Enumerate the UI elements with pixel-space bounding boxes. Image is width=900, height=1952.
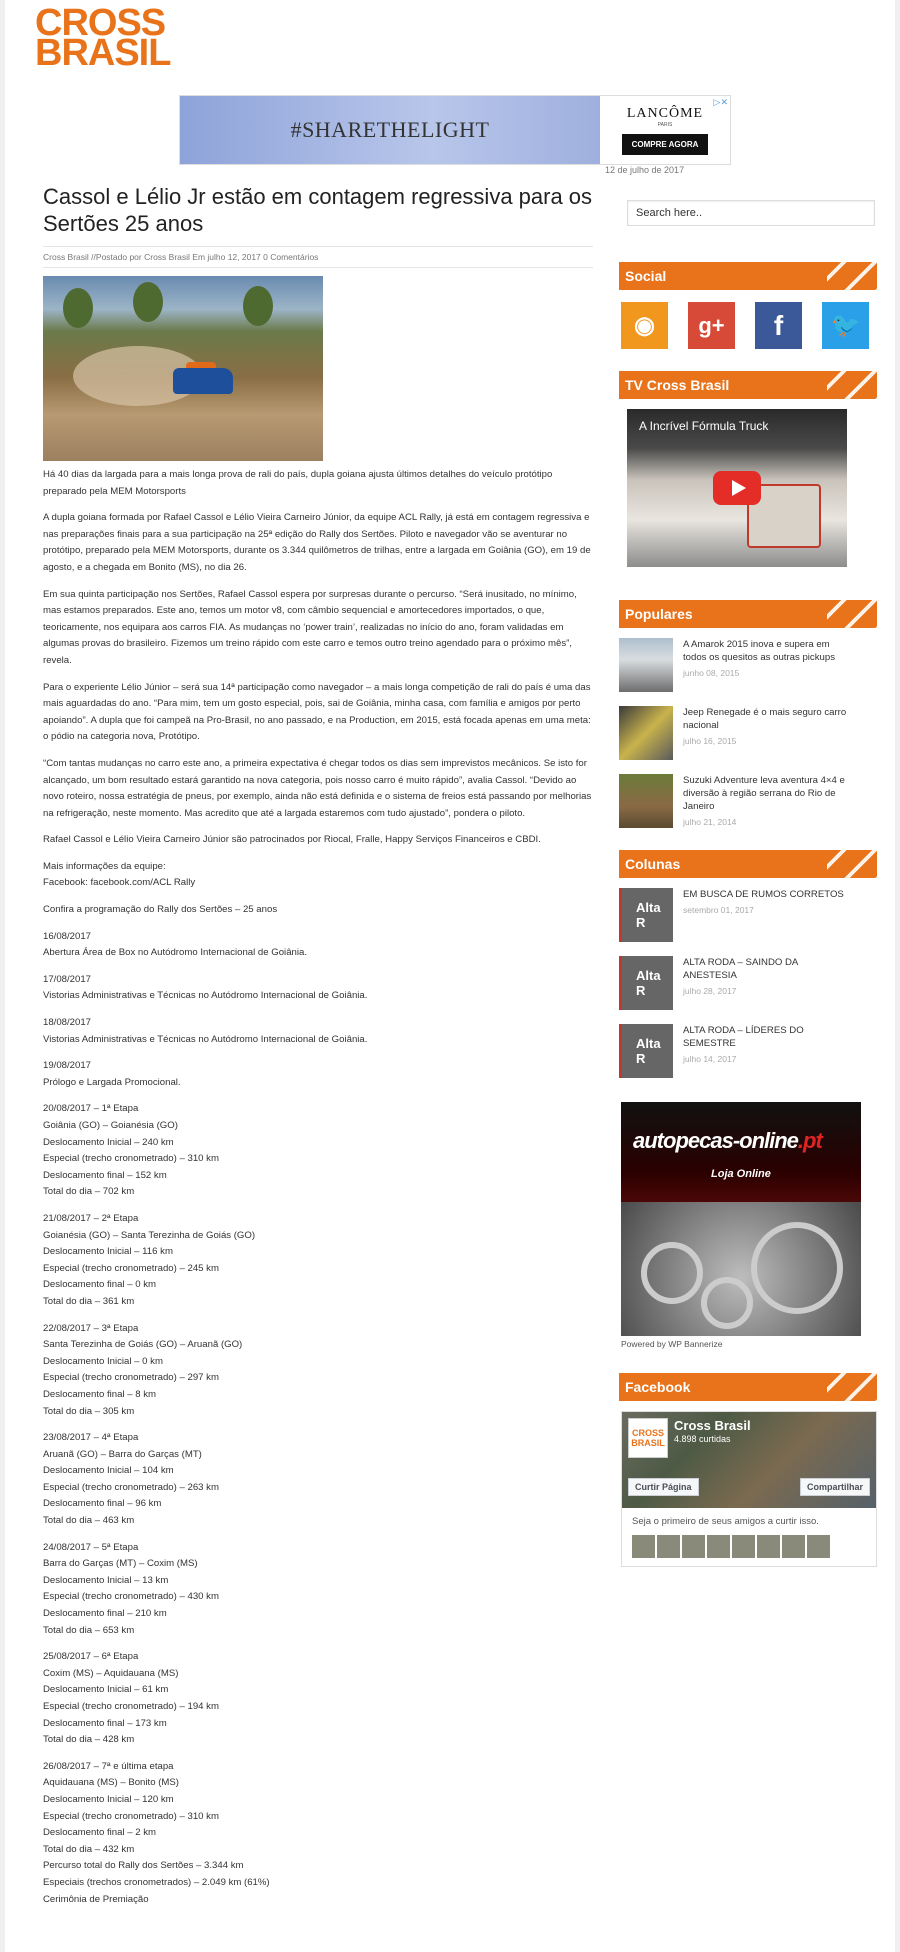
schedule-line: Total do dia – 463 km xyxy=(43,1515,135,1527)
schedule-line: Cerimônia de Premiação xyxy=(43,1893,149,1905)
schedule-block xyxy=(43,972,593,1005)
schedule-date: 22/08/2017 – 3ª Etapa xyxy=(43,1322,139,1334)
widget-title-popular xyxy=(619,600,877,628)
schedule-line: Vistorias Administrativas e Técnicas no Autódromo Internacional de Goiânia. xyxy=(43,1033,368,1045)
post-title[interactable]: ALTA RODA – LÍDERES DO SEMESTRE xyxy=(683,1025,804,1049)
schedule-date: 16/08/2017 xyxy=(43,930,92,942)
hero-tree xyxy=(63,288,93,328)
schedule-line: Total do dia – 653 km xyxy=(43,1624,135,1636)
columns-list xyxy=(619,878,877,1082)
schedule-line: Aruanã (GO) – Barra do Garças (MT) xyxy=(43,1448,202,1460)
facebook-share-button[interactable]: Compartilhar xyxy=(800,1478,870,1496)
schedule-date: 23/08/2017 – 4ª Etapa xyxy=(43,1432,139,1444)
schedule-line: Especial (trecho cronometrado) – 297 km xyxy=(43,1372,219,1384)
title-stripe xyxy=(827,850,877,878)
schedule-line: Total do dia – 361 km xyxy=(43,1295,135,1307)
article-paragraph: Para o experiente Lélio Júnior – será sua 14ª participação como navegador – a mais longa competição de rali do país é uma das mais aguardadas do ano. “Para mim, tem um gosto especial, pois, sai de Goiânia, minha casa, com família e amigos por perto apoiando”. A dupla que foi campeã na Pro-Brasil, no ano passado, e na Production, em 2015, está focada apenas em uma meta: o pódio na categoria nova, Protótipo. xyxy=(43,681,591,743)
schedule-date: 25/08/2017 – 6ª Etapa xyxy=(43,1651,139,1663)
title-stripe xyxy=(827,1373,877,1401)
post-title[interactable]: Jeep Renegade é o mais seguro carro nacional xyxy=(683,707,847,731)
schedule-date: 18/08/2017 xyxy=(43,1017,92,1029)
gear-icon xyxy=(641,1242,703,1304)
post-date: julho 14, 2017 xyxy=(683,1054,737,1064)
schedule-line: Especial (trecho cronometrado) – 194 km xyxy=(43,1701,219,1712)
schedule-line: Total do dia – 428 km xyxy=(43,1734,135,1746)
ad-tagline: Loja Online xyxy=(711,1168,771,1180)
schedule-line: Deslocamento Inicial – 0 km xyxy=(43,1355,163,1367)
avatar[interactable] xyxy=(632,1535,655,1558)
facebook-page-widget xyxy=(621,1411,877,1567)
facebook-cover[interactable] xyxy=(622,1412,876,1508)
post-title[interactable]: A Amarok 2015 inova e supera em todos os quesitos as outras pickups xyxy=(683,639,835,663)
schedule-line: Deslocamento Inicial – 104 km xyxy=(43,1465,174,1477)
article-paragraph: Há 40 dias da largada para a mais longa prova de rali do país, dupla goiana ajusta últimos detalhes do veículo protótipo preparado pela MEM Motorsports xyxy=(43,469,553,497)
schedule-line: Total do dia – 702 km xyxy=(43,1186,135,1198)
post-date: setembro 01, 2017 xyxy=(683,905,754,915)
post-title[interactable]: Suzuki Adventure leva aventura 4×4 e diversão à região serrana do Rio de Janeiro xyxy=(683,775,845,812)
hero-tree xyxy=(133,282,163,322)
schedule-line: Especiais (trechos cronometrados) – 2.049 km (61%) xyxy=(43,1876,270,1888)
schedule-line: Goiânia (GO) – Goianésia (GO) xyxy=(43,1120,178,1131)
video-title[interactable]: A Incrível Fórmula Truck xyxy=(639,419,769,433)
post-date: junho 08, 2015 xyxy=(683,668,740,678)
widget-title-text: Facebook xyxy=(625,1379,691,1395)
list-item[interactable] xyxy=(619,774,877,832)
title-stripe xyxy=(827,262,877,290)
popular-list xyxy=(619,628,877,832)
article xyxy=(43,180,593,1918)
ad-brand-panel xyxy=(600,96,730,164)
powered-by[interactable]: Powered by WP Bannerize xyxy=(621,1339,723,1349)
social-buttons xyxy=(619,290,877,349)
post-thumbnail[interactable] xyxy=(619,774,673,828)
schedule-line: Deslocamento Inicial – 116 km xyxy=(43,1246,173,1258)
article-paragraph: Em sua quinta participação nos Sertões, Rafael Cassol espera por surpresas durante o percurso. “Será inusitado, no mínimo, mas estamos preparados. Este ano, temos um motor v8, com câmbio sequencial e amortecedores importados, o que, teoricamente, nos equipara aos carros FIA. As mudanças no ‘power train’, realizadas no início do ano, foram validadas em algumas provas do brasileiro. Fizemos um treino rápido com este carro e temos outro treino agendado para o próximo mês”, revela. xyxy=(43,588,577,666)
schedule-line: Percurso total do Rally dos Sertões – 3.344 km xyxy=(43,1860,244,1872)
facebook-page-name[interactable]: Cross Brasil xyxy=(674,1418,751,1433)
schedule-block xyxy=(43,1321,593,1421)
info-label: Mais informações da equipe: xyxy=(43,860,166,872)
video-player[interactable] xyxy=(627,409,847,567)
article-paragraph: A dupla goiana formada por Rafael Cassol e Lélio Vieira Carneiro Júnior, da equipe ACL Rally, já está em contagem regressiva e nas preparações finais para a sua participação na 25ª edição do Rally dos Sertões. Piloto e navegador vão se aventurar no protótipo, preparado pela MEM Motorsports, durante os 3.344 quilômetros de trilhas, entre a largada em Goiânia (GO), em 19 de agosto, e a chegada em Bonito (MS), no dia 26. xyxy=(43,512,591,573)
search-input[interactable]: Search here.. xyxy=(627,200,875,226)
ad-choices-icon[interactable]: ▷✕ xyxy=(713,97,728,107)
schedule-line: Abertura Área de Box no Autódromo Internacional de Goiânia. xyxy=(43,947,307,959)
schedule-date: 21/08/2017 – 2ª Etapa xyxy=(43,1212,139,1224)
schedule-block xyxy=(43,1211,593,1311)
post-thumbnail[interactable] xyxy=(619,638,673,692)
schedule-line: Deslocamento Inicial – 61 km xyxy=(43,1684,169,1696)
list-item[interactable] xyxy=(619,638,877,696)
schedule-line: Deslocamento final – 152 km xyxy=(43,1169,167,1181)
schedule-block xyxy=(43,1540,593,1640)
schedule xyxy=(43,929,593,1908)
title-stripe xyxy=(827,600,877,628)
schedule-line: Prólogo e Largada Promocional. xyxy=(43,1076,181,1088)
schedule-line: Especial (trecho cronometrado) – 245 km xyxy=(43,1262,219,1274)
schedule-line: Deslocamento final – 8 km xyxy=(43,1388,157,1400)
ad-brand-part: autopecas-online xyxy=(633,1128,798,1153)
widget-title-text: Social xyxy=(625,268,667,284)
article-body xyxy=(43,467,593,1908)
widget-title-facebook xyxy=(619,1373,877,1401)
logo-line-2: BRASIL xyxy=(35,32,171,74)
widget-title-columns xyxy=(619,850,877,878)
column-thumbnail[interactable]: Alta R xyxy=(619,1024,673,1078)
schedule-line: Vistorias Administrativas e Técnicas no Autódromo Internacional de Goiânia. xyxy=(43,990,368,1002)
widget-title-tv xyxy=(619,371,877,399)
avatar[interactable] xyxy=(757,1535,780,1558)
hero-tree xyxy=(243,286,273,326)
ad-brand-name xyxy=(633,1128,822,1154)
hero-rally-car xyxy=(173,368,233,394)
logo-line-1: CROSS xyxy=(35,2,166,44)
widget-title-text: Colunas xyxy=(625,856,681,872)
autopecas-ad[interactable] xyxy=(621,1102,861,1336)
schedule-line: Goianésia (GO) – Santa Terezinha de Goiás (GO) xyxy=(43,1229,256,1241)
widget-title-text: Populares xyxy=(625,606,693,622)
avatar[interactable] xyxy=(657,1535,680,1558)
schedule-block xyxy=(43,1649,593,1749)
schedule-date: 19/08/2017 xyxy=(43,1060,92,1072)
title-stripe xyxy=(827,371,877,399)
schedule-date: 26/08/2017 – 7ª e última etapa xyxy=(43,1760,174,1772)
widget-title-text: TV Cross Brasil xyxy=(625,377,730,393)
schedule-block xyxy=(43,1101,593,1201)
avatar[interactable] xyxy=(732,1535,755,1558)
schedule-line: Total do dia – 432 km xyxy=(43,1843,135,1855)
ad-brand: LANCÔME xyxy=(626,105,704,121)
ad-cta-button[interactable]: COMPRE AGORA xyxy=(622,134,709,155)
article-hero-image xyxy=(43,276,323,461)
info-facebook: Facebook: facebook.com/ACL Rally xyxy=(43,877,196,889)
schedule-line: Deslocamento final – 2 km xyxy=(43,1827,157,1839)
schedule-date: 20/08/2017 – 1ª Etapa xyxy=(43,1103,139,1115)
schedule-line: Barra do Garças (MT) – Coxim (MS) xyxy=(43,1558,198,1570)
lancome-ad-banner[interactable] xyxy=(179,95,731,165)
schedule-line: Aquidauana (MS) – Bonito (MS) xyxy=(43,1777,179,1789)
schedule-line: Santa Terezinha de Goiás (GO) – Aruanã (GO) xyxy=(43,1339,243,1351)
post-date-top: 12 de julho de 2017 xyxy=(605,165,685,175)
post-thumbnail[interactable] xyxy=(619,706,673,760)
gear-icon xyxy=(701,1277,753,1329)
post-date: julho 16, 2015 xyxy=(683,736,737,746)
post-date: julho 21, 2014 xyxy=(683,817,737,827)
article-meta: Cross Brasil //Postado por Cross Brasil Em julho 12, 2017 0 Comentários xyxy=(43,246,593,268)
schedule-line: Deslocamento final – 96 km xyxy=(43,1498,162,1510)
schedule-date: 17/08/2017 xyxy=(43,973,92,985)
gear-icon xyxy=(751,1222,843,1314)
post-title[interactable]: EM BUSCA DE RUMOS CORRETOS xyxy=(683,889,844,900)
facebook-page-logo[interactable]: CROSS BRASIL xyxy=(628,1418,668,1458)
schedule-line: Total do dia – 305 km xyxy=(43,1405,135,1417)
play-icon[interactable] xyxy=(713,471,761,505)
rss-icon[interactable]: ◉ xyxy=(621,302,668,349)
schedule-line: Deslocamento final – 210 km xyxy=(43,1608,167,1620)
facebook-friends-text: Seja o primeiro de seus amigos a curtir isso. xyxy=(632,1516,819,1527)
site-logo[interactable] xyxy=(35,2,175,78)
schedule-line: Deslocamento Inicial – 13 km xyxy=(43,1574,169,1586)
list-item[interactable] xyxy=(619,888,877,946)
facebook-icon[interactable]: f xyxy=(755,302,802,349)
schedule-block xyxy=(43,1759,593,1908)
schedule-line: Especial (trecho cronometrado) – 430 km xyxy=(43,1591,219,1603)
list-item[interactable] xyxy=(619,1024,877,1082)
avatar[interactable] xyxy=(807,1535,830,1558)
schedule-line: Especial (trecho cronometrado) – 263 km xyxy=(43,1481,219,1493)
column-thumbnail[interactable]: Alta R xyxy=(619,956,673,1010)
facebook-avatars xyxy=(622,1535,876,1566)
schedule-line: Deslocamento final – 0 km xyxy=(43,1279,157,1291)
google-plus-icon[interactable]: g+ xyxy=(688,302,735,349)
post-date: julho 28, 2017 xyxy=(683,986,737,996)
page xyxy=(5,0,895,1952)
facebook-like-count: 4.898 curtidas xyxy=(674,1434,731,1444)
schedule-line: Deslocamento final – 173 km xyxy=(43,1717,167,1729)
schedule-block xyxy=(43,929,593,962)
ad-brand-domain: .pt xyxy=(797,1128,822,1153)
schedule-intro: Confira a programação do Rally dos Sertões – 25 anos xyxy=(43,904,278,916)
column-thumbnail[interactable]: Alta R xyxy=(619,888,673,942)
ad-brand-sub: PARIS xyxy=(657,121,673,128)
schedule-line: Especial (trecho cronometrado) – 310 km xyxy=(43,1810,219,1822)
schedule-block xyxy=(43,1058,593,1091)
schedule-block xyxy=(43,1015,593,1048)
schedule-line: Coxim (MS) – Aquidauana (MS) xyxy=(43,1667,179,1679)
article-title: Cassol e Lélio Jr estão em contagem regressiva para os Sertões 25 anos xyxy=(43,184,593,236)
sidebar xyxy=(619,200,877,1567)
schedule-line: Deslocamento Inicial – 120 km xyxy=(43,1793,174,1805)
list-item[interactable] xyxy=(619,706,877,764)
widget-title-social xyxy=(619,262,877,290)
facebook-like-button[interactable]: Curtir Página xyxy=(628,1478,699,1496)
schedule-date: 24/08/2017 – 5ª Etapa xyxy=(43,1541,139,1553)
avatar[interactable] xyxy=(682,1535,705,1558)
twitter-icon[interactable]: 🐦 xyxy=(822,302,869,349)
article-paragraph: Rafael Cassol e Lélio Vieira Carneiro Júnior são patrocinados por Riocal, Fralle, Happy Serviços Financeiros e CBDI. xyxy=(43,834,541,846)
post-title[interactable]: ALTA RODA – SAINDO DA ANESTESIA xyxy=(683,957,798,981)
avatar[interactable] xyxy=(782,1535,805,1558)
schedule-block xyxy=(43,1430,593,1530)
avatar[interactable] xyxy=(707,1535,730,1558)
ad-hashtag: #SHARETHELIGHT xyxy=(180,96,600,164)
schedule-line: Deslocamento Inicial – 240 km xyxy=(43,1136,174,1148)
list-item[interactable] xyxy=(619,956,877,1014)
schedule-line: Especial (trecho cronometrado) – 310 km xyxy=(43,1153,219,1165)
article-paragraph: “Com tantas mudanças no carro este ano, a primeira expectativa é chegar todos os dias sem imprevistos mecânicos. Se isto for alcançado, um bom resultado estará garantido na nova categoria, pois nosso carro é muito rápido”, avalia Cassol. “Devido ao novo roteiro, nossa estratégia de pneus, por exemplo, ainda não está definida e o sistema de freios está passando por melhorias na refrigeração, neste momento. Mas acredito que até a largada estaremos com tudo ajustado”, pondera o piloto. xyxy=(43,757,592,819)
